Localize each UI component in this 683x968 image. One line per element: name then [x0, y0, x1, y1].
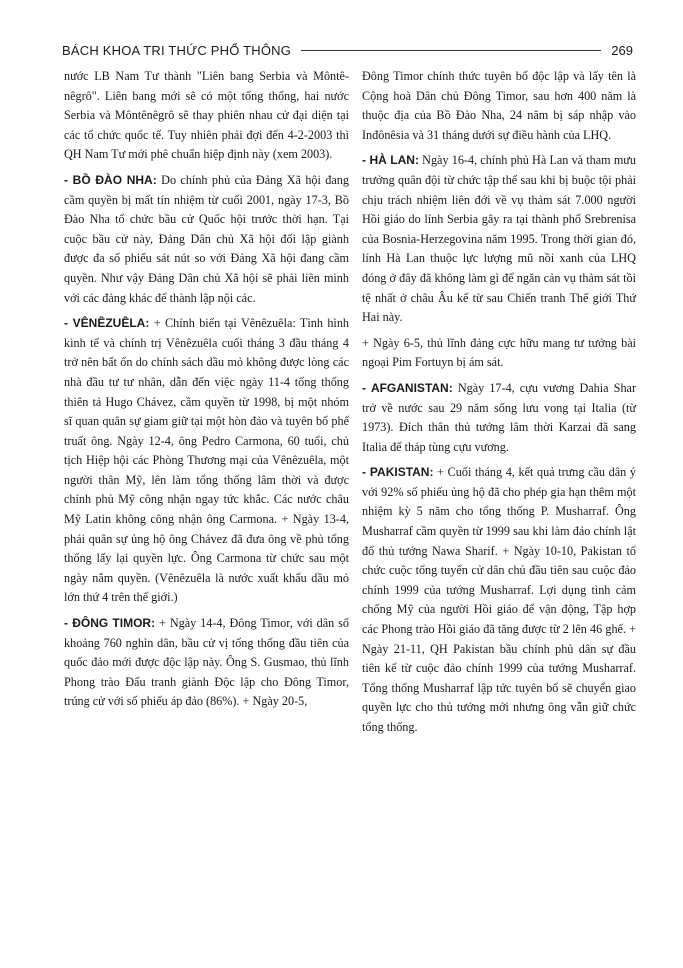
running-header: [62, 40, 633, 60]
section-heading-afganistan: - AFGANISTAN:: [362, 380, 453, 395]
paragraph: [362, 151, 636, 327]
paragraph-text: Do chính phủ của Đảng Xã hội đang cầm quyền bị mất tín nhiệm từ cuối 2001, ngày 17-3, Bồ Đào Nha tổ chức bầu cử Quốc hội trước thời hạn. Tại cuộc bầu cử này, Đảng Dân chủ Xã hội đối lập giành được đa số phiếu sát nút so với Đảng Xã hội đang cầm quyền. Như vậy Đảng Dân chủ Xã hội sẽ phải liên minh với các đảng khác để thành lập nội các.: [64, 172, 349, 305]
section-heading-pakistan: - PAKISTAN:: [362, 465, 434, 480]
paragraph: [64, 314, 349, 608]
paragraph-text: + Ngày 14-4, Đông Timor, với dân số khoảng 760 nghìn dân, bầu cử vị tổng thống đầu tiên của quốc đảo mới được độc lập này. Ông S. Gusmao, thủ lĩnh Phong trào Đấu tranh giành Độc lập cho Đông Timor, trúng cử với số phiếu áp đảo (86%). + Ngày 20-5,: [64, 616, 349, 709]
paragraph-text: + Ngày 6-5, thủ lĩnh đảng cực hữu mang tư tưởng bài ngoại Pim Fortuyn bị ám sát.: [362, 335, 636, 370]
paragraph: [362, 67, 636, 145]
paragraph: [64, 171, 349, 308]
paragraph-text: + Chính biến tại Vênêzuêla: Tình hình kinh tế và chính trị Vênêzuêla cuối tháng 3 đầu tháng 4 trở nên bất ổn do chính sách dầu mỏ không được lòng các nhà đầu tư tư nhân, dẫn đến việc ngày 11-4 tổng thống thiên tả Hugo Chávez, cầm quyền từ 1998, bị một nhóm sĩ quan quân sự giam giữ tại một hòn đảo và tuyên bố phế truất ông. Ngày 12-4, ông Pedro Carmona, 60 tuổi, chủ tịch Hiệp hội các Phòng Thương mại của Vênêzuêla, một người thân Mỹ, lên làm tổng thống lâm thời và được chính phủ Mỹ công nhận ngay tức khắc. Các nước châu Mỹ Latin không công nhận ông Carmona. + Ngày 13-4, phái quân sự ủng hộ ông Chávez đã đưa ông về phủ tổng thống lấy lại quyền lực. Ông Carmona từ chức sau một ngày nắm quyền. (Vênêzuêla là nước xuất khẩu dầu mỏ lớn thứ 4 trên thế giới.): [64, 316, 350, 605]
left-column: [64, 67, 349, 718]
section-heading-bo-dao-nha: - BỒ ĐÀO NHA:: [64, 172, 157, 187]
paragraph-text: + Cuối tháng 4, kết quả trưng cầu dân ý với 92% số phiếu ủng hộ đã cho phép gia hạn thêm một nhiệm kỳ 5 năm cho tổng thống P. Musharraf. Ông Musharraf cầm quyền từ 1999 sau khi làm đảo chính lật đổ thủ tướng Nawa Sharif. + Ngày 10-10, Pakistan tổ chức cuộc tổng tuyển cử dân chủ đầu tiên sau cuộc đảo chính 1999 của tướng Musharraf. Lợi dụng tình cảm chống Mỹ của người Hồi giáo để vận động, Tập hợp các Phong trào Hồi giáo đã tăng được từ 2 lên 46 ghế. + Ngày 21-11, QH Pakistan bầu chính phủ dân sự đầu tiên kể từ cuộc đảo chính 1999 của tướng Musharraf. Tổng thống Musharraf lập tức tuyên bố sẽ chuyển giao quyền lực cho thủ tướng mới nhưng ông vẫn giữ chức tổng thống.: [362, 465, 636, 734]
paragraph: [64, 67, 349, 165]
section-heading-venezuela: - VÊNÊZUÊLA:: [64, 316, 150, 331]
paragraph-text: Ngày 17-4, cựu vương Dahia Shar trở về nước sau 29 năm sống lưu vong tại Italia (từ 1973). Đích thân thủ tướng lâm thời Karzai đã sang Italia để tháp tùng cựu vương.: [362, 380, 636, 454]
section-heading-dong-timor: - ĐÔNG TIMOR:: [64, 616, 156, 631]
paragraph-text: nước LB Nam Tư thành "Liên bang Serbia và Môntê-nêgrô". Liên bang mới sẽ có một tổng thống, hai nước Serbia và Môntênêgrô sẽ thay phiên nhau cử đại diện tại các tổ chức quốc tế. Tuy nhiên phải đợi đến 4-2-2003 thì QH Nam Tư mới phê chuẩn hiệp định này (xem 2003).: [64, 69, 349, 162]
paragraph: [64, 614, 349, 712]
section-heading-ha-lan: - HÀ LAN:: [362, 153, 419, 168]
right-column: [362, 67, 636, 744]
paragraph-text: Đông Timor chính thức tuyên bố độc lập và lấy tên là Cộng hoà Dân chủ Đông Timor, sau hơn 400 năm là thuộc địa của Bồ Đào Nha, 24 năm bị sáp nhập vào Inđônêsia và 31 tháng dưới sự điều hành của LHQ.: [362, 69, 636, 142]
paragraph: [362, 334, 636, 373]
header-rule: [301, 50, 601, 51]
paragraph: [362, 379, 636, 457]
page-number: 269: [611, 42, 633, 58]
header-title: BÁCH KHOA TRI THỨC PHỔ THÔNG: [62, 42, 292, 58]
paragraph-text: Ngày 16-4, chính phủ Hà Lan và tham mưu trưởng quân đội từ chức tập thể sau khi bị buộc tội phải chịu trách nhiệm liên đới về vụ thảm sát 7.000 người Hồi giáo do lính Serbia gây ra tại thành phố Srebrenisa của Bosnia-Herzegovina năm 1995. Trong thời gian đó, lính Hà Lan thuộc lực lượng mũ nồi xanh của LHQ đóng ở đây đã không làm gì để ngăn cản vụ thảm sát tồi tệ nhất ở châu Âu kể từ sau Chiến tranh Thế giới Thứ Hai này.: [362, 153, 637, 325]
paragraph: [362, 463, 636, 737]
